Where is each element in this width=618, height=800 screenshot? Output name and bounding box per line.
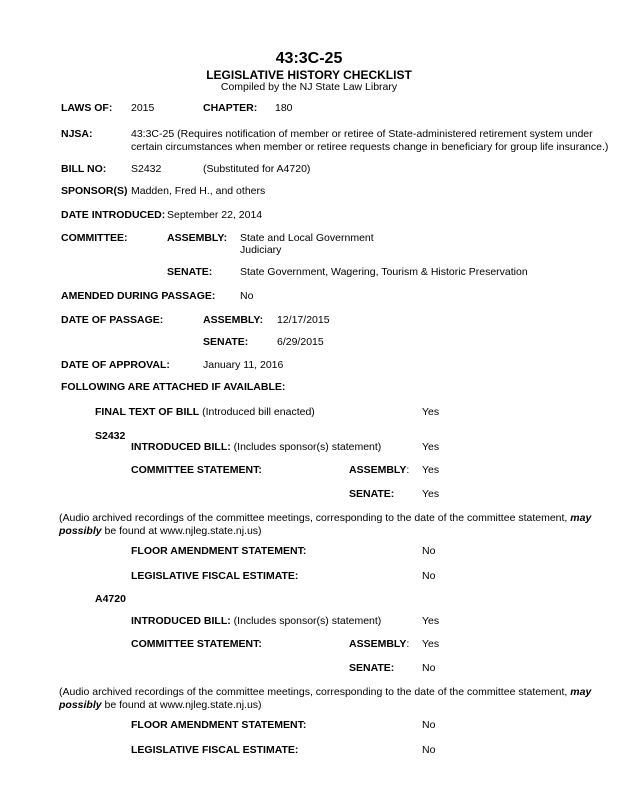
bill-no-note: (Substituted for A4720) xyxy=(203,163,311,175)
chapter-value: 180 xyxy=(275,102,293,114)
a4720-audio-note xyxy=(59,686,618,712)
amended-value: No xyxy=(240,290,254,302)
s2432-intro-row xyxy=(131,441,381,454)
a4720-assembly-label: ASSEMBLY xyxy=(349,638,407,650)
passage-senate-value: 6/29/2015 xyxy=(277,336,324,348)
laws-of-value: 2015 xyxy=(131,102,155,114)
sponsors-value: Madden, Fred H., and others xyxy=(131,185,266,197)
audio-note-post: be found at www.njleg.state.nj.us) xyxy=(101,525,262,537)
s2432-committee-label: COMMITTEE STATEMENT: xyxy=(131,464,262,476)
s2432-audio-note xyxy=(59,512,618,538)
chapter-label: CHAPTER: xyxy=(203,102,258,114)
passage-assembly-value: 12/17/2015 xyxy=(277,314,330,326)
attached-heading: FOLLOWING ARE ATTACHED IF AVAILABLE: xyxy=(61,381,286,393)
s2432-assembly-colon: : xyxy=(406,464,410,476)
a4720-label: A4720 xyxy=(95,593,126,605)
a4720-assembly-colon: : xyxy=(406,638,410,650)
audio-note-post: be found at www.njleg.state.nj.us) xyxy=(101,699,262,711)
a4720-senate-value: No xyxy=(422,662,436,674)
audio-note-pre: (Audio archived recordings of the committee meetings, corresponding to the date of the committee statement, xyxy=(59,686,571,698)
a4720-intro-label: INTRODUCED BILL: xyxy=(131,615,231,627)
a4720-floor-label: FLOOR AMENDMENT STATEMENT: xyxy=(131,719,307,731)
a4720-fiscal-label: LEGISLATIVE FISCAL ESTIMATE: xyxy=(131,744,299,756)
s2432-assembly-row xyxy=(349,464,409,477)
bill-no-label: BILL NO: xyxy=(61,163,107,175)
s2432-fiscal-value: No xyxy=(422,570,436,582)
final-text-label: FINAL TEXT OF BILL xyxy=(95,406,200,418)
laws-of-label: LAWS OF: xyxy=(61,102,113,114)
approval-label: DATE OF APPROVAL: xyxy=(61,359,170,371)
committee-assembly-1: State and Local Government xyxy=(240,232,374,244)
s2432-fiscal-label: LEGISLATIVE FISCAL ESTIMATE: xyxy=(131,570,299,582)
a4720-senate-label: SENATE: xyxy=(349,662,395,674)
final-text-note: (Introduced bill enacted) xyxy=(199,406,315,418)
s2432-floor-value: No xyxy=(422,545,436,557)
s2432-intro-label: INTRODUCED BILL: xyxy=(131,441,231,453)
document-title: LEGISLATIVE HISTORY CHECKLIST xyxy=(206,68,412,82)
committee-assembly-label: ASSEMBLY: xyxy=(167,232,228,244)
sponsors-label: SPONSOR(S) xyxy=(61,185,128,197)
s2432-assembly-label: ASSEMBLY xyxy=(349,464,407,476)
audio-note-emph: may possibly xyxy=(59,686,592,711)
s2432-senate-value: Yes xyxy=(422,488,440,500)
s2432-assembly-value: Yes xyxy=(422,464,440,476)
committee-senate-value: State Government, Wagering, Tourism & Historic Preservation xyxy=(240,266,528,278)
audio-note-pre: (Audio archived recordings of the committee meetings, corresponding to the date of the committee statement, xyxy=(59,512,571,524)
approval-value: January 11, 2016 xyxy=(203,359,284,371)
a4720-assembly-value: Yes xyxy=(422,638,440,650)
s2432-senate-label: SENATE: xyxy=(349,488,395,500)
amended-label: AMENDED DURING PASSAGE: xyxy=(61,290,216,302)
citation-heading: 43:3C-25 xyxy=(275,50,343,67)
s2432-floor-label: FLOOR AMENDMENT STATEMENT: xyxy=(131,545,307,557)
a4720-intro-note: (Includes sponsor(s) statement) xyxy=(230,615,382,627)
s2432-intro-note: (Includes sponsor(s) statement) xyxy=(230,441,382,453)
passage-assembly-label: ASSEMBLY: xyxy=(203,314,264,326)
document-subtitle: Compiled by the NJ State Law Library xyxy=(220,81,398,93)
a4720-intro-row xyxy=(131,615,381,628)
a4720-committee-label: COMMITTEE STATEMENT: xyxy=(131,638,262,650)
passage-senate-label: SENATE: xyxy=(203,336,249,348)
s2432-label: S2432 xyxy=(95,430,126,442)
audio-note-emph: may possibly xyxy=(59,512,592,537)
njsa-label: NJSA: xyxy=(61,128,93,140)
passage-label: DATE OF PASSAGE: xyxy=(61,314,164,326)
a4720-fiscal-value: No xyxy=(422,744,436,756)
a4720-assembly-row xyxy=(349,638,409,651)
njsa-value: 43:3C-25 (Requires notification of member or retiree of State-administered retirement system under certain circumstances when member or retiree requests change in beneficiary for group life insurance.) xyxy=(131,128,609,153)
a4720-floor-value: No xyxy=(422,719,436,731)
date-introduced-label: DATE INTRODUCED: xyxy=(61,209,166,221)
date-introduced-value: September 22, 2014 xyxy=(167,209,263,221)
committee-senate-label: SENATE: xyxy=(167,266,213,278)
committee-label: COMMITTEE: xyxy=(61,232,128,244)
committee-assembly-2: Judiciary xyxy=(240,244,282,256)
final-text-row xyxy=(95,406,315,419)
final-text-value: Yes xyxy=(422,406,440,418)
s2432-intro-value: Yes xyxy=(422,441,440,453)
bill-no-value: S2432 xyxy=(131,163,162,175)
a4720-intro-value: Yes xyxy=(422,615,440,627)
